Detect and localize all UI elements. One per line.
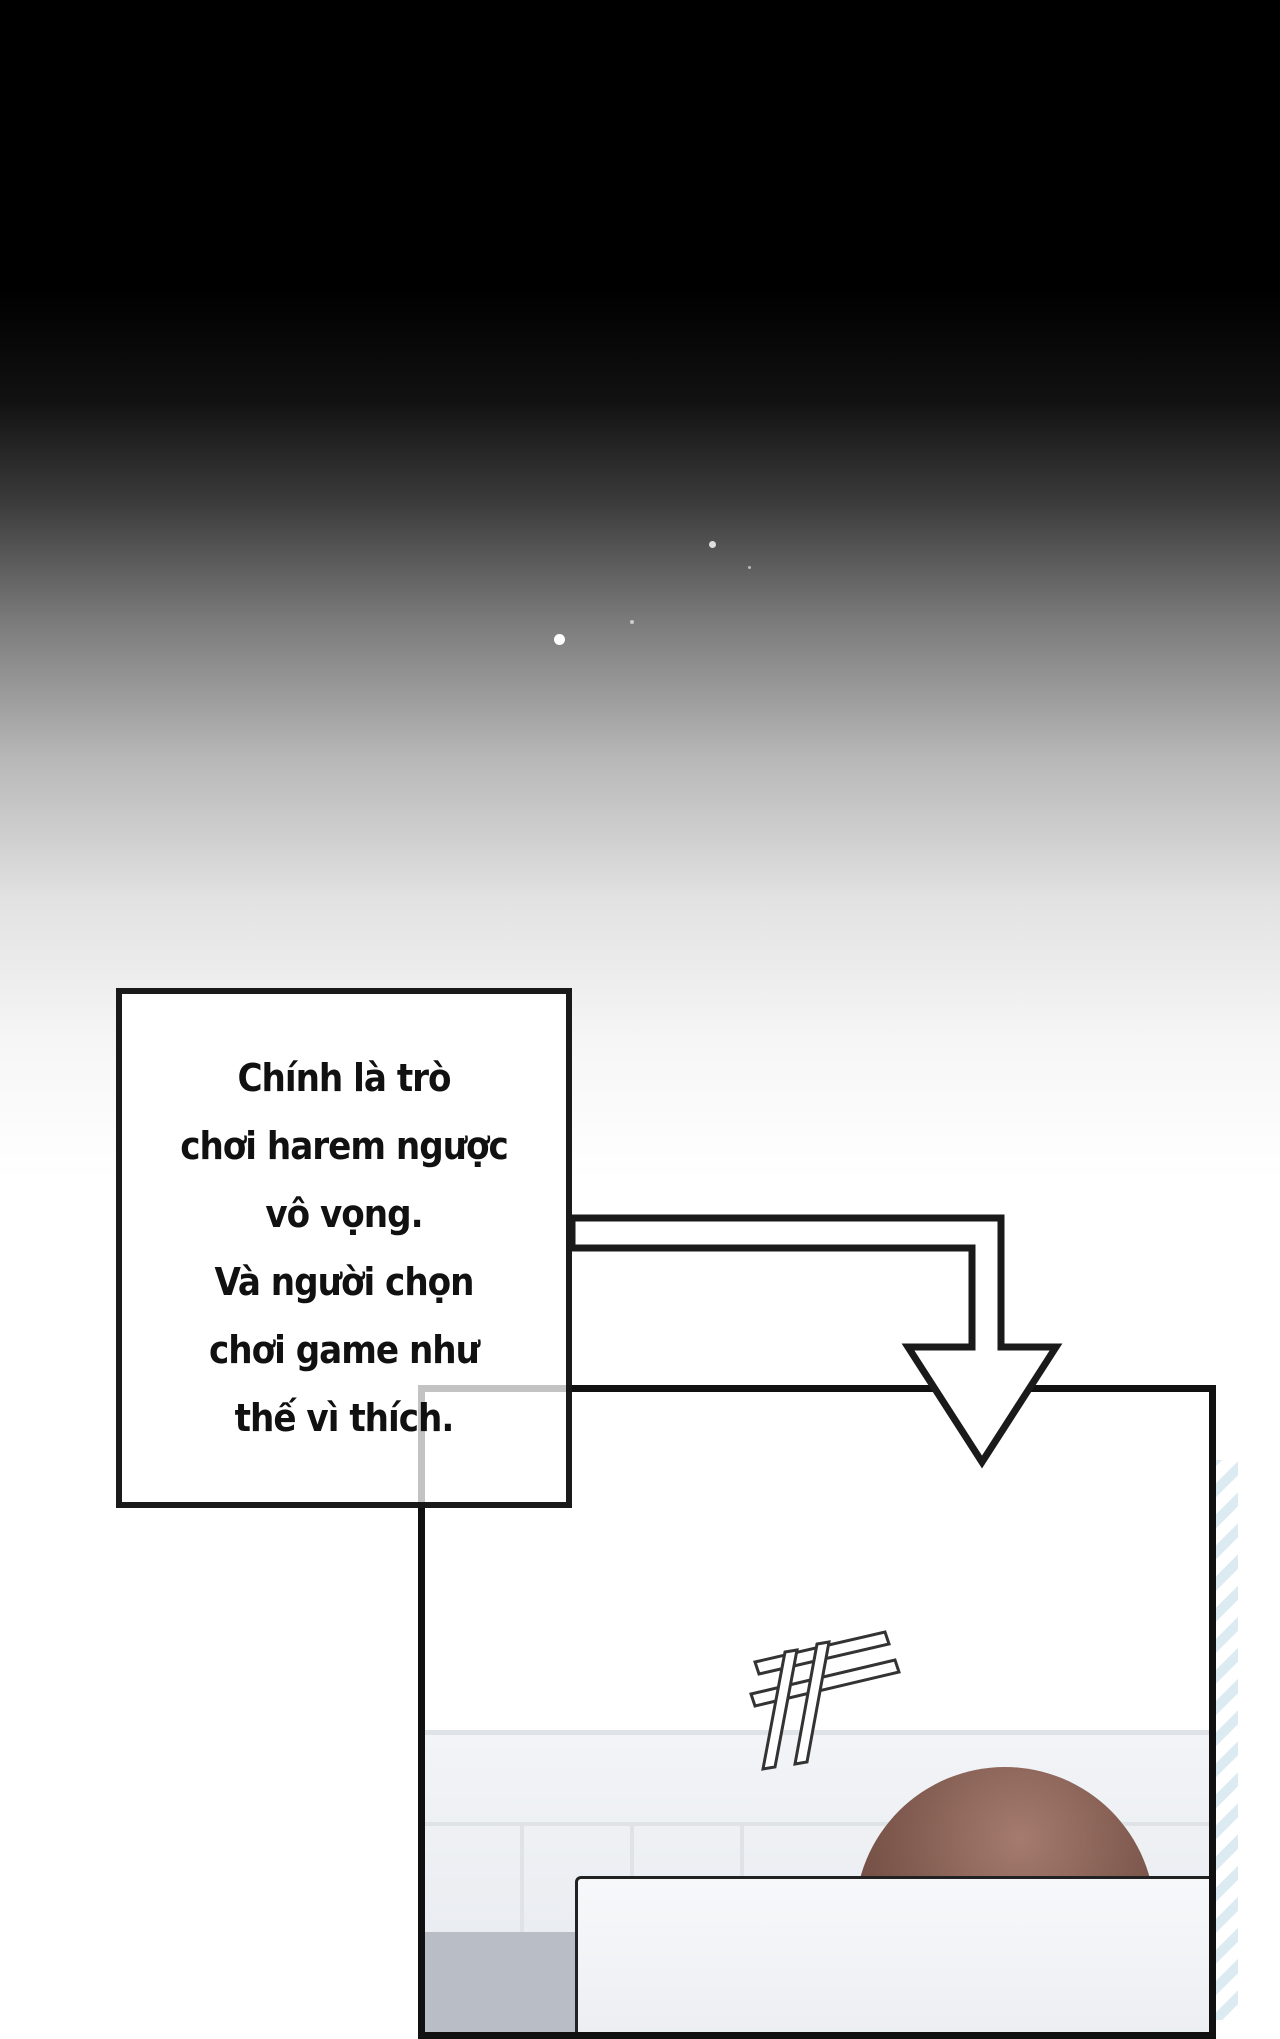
narration-text <box>180 1044 508 1452</box>
star <box>709 541 716 548</box>
distant-building <box>425 1932 575 2032</box>
caption-line: Chính là trò <box>237 1056 451 1100</box>
star <box>630 620 634 624</box>
caption-line: vô vọng. <box>265 1192 423 1236</box>
caption-line: Và người chọn <box>214 1260 474 1304</box>
caption-line: thế vì thích. <box>234 1396 454 1440</box>
narration-caption-box <box>116 988 572 1508</box>
star <box>554 634 565 645</box>
caption-line: chơi game như <box>209 1328 479 1372</box>
star <box>748 566 751 569</box>
annoyance-mark-icon <box>745 1592 905 1772</box>
caption-line: chơi harem ngược <box>180 1124 508 1168</box>
computer-monitor <box>575 1876 1216 2039</box>
